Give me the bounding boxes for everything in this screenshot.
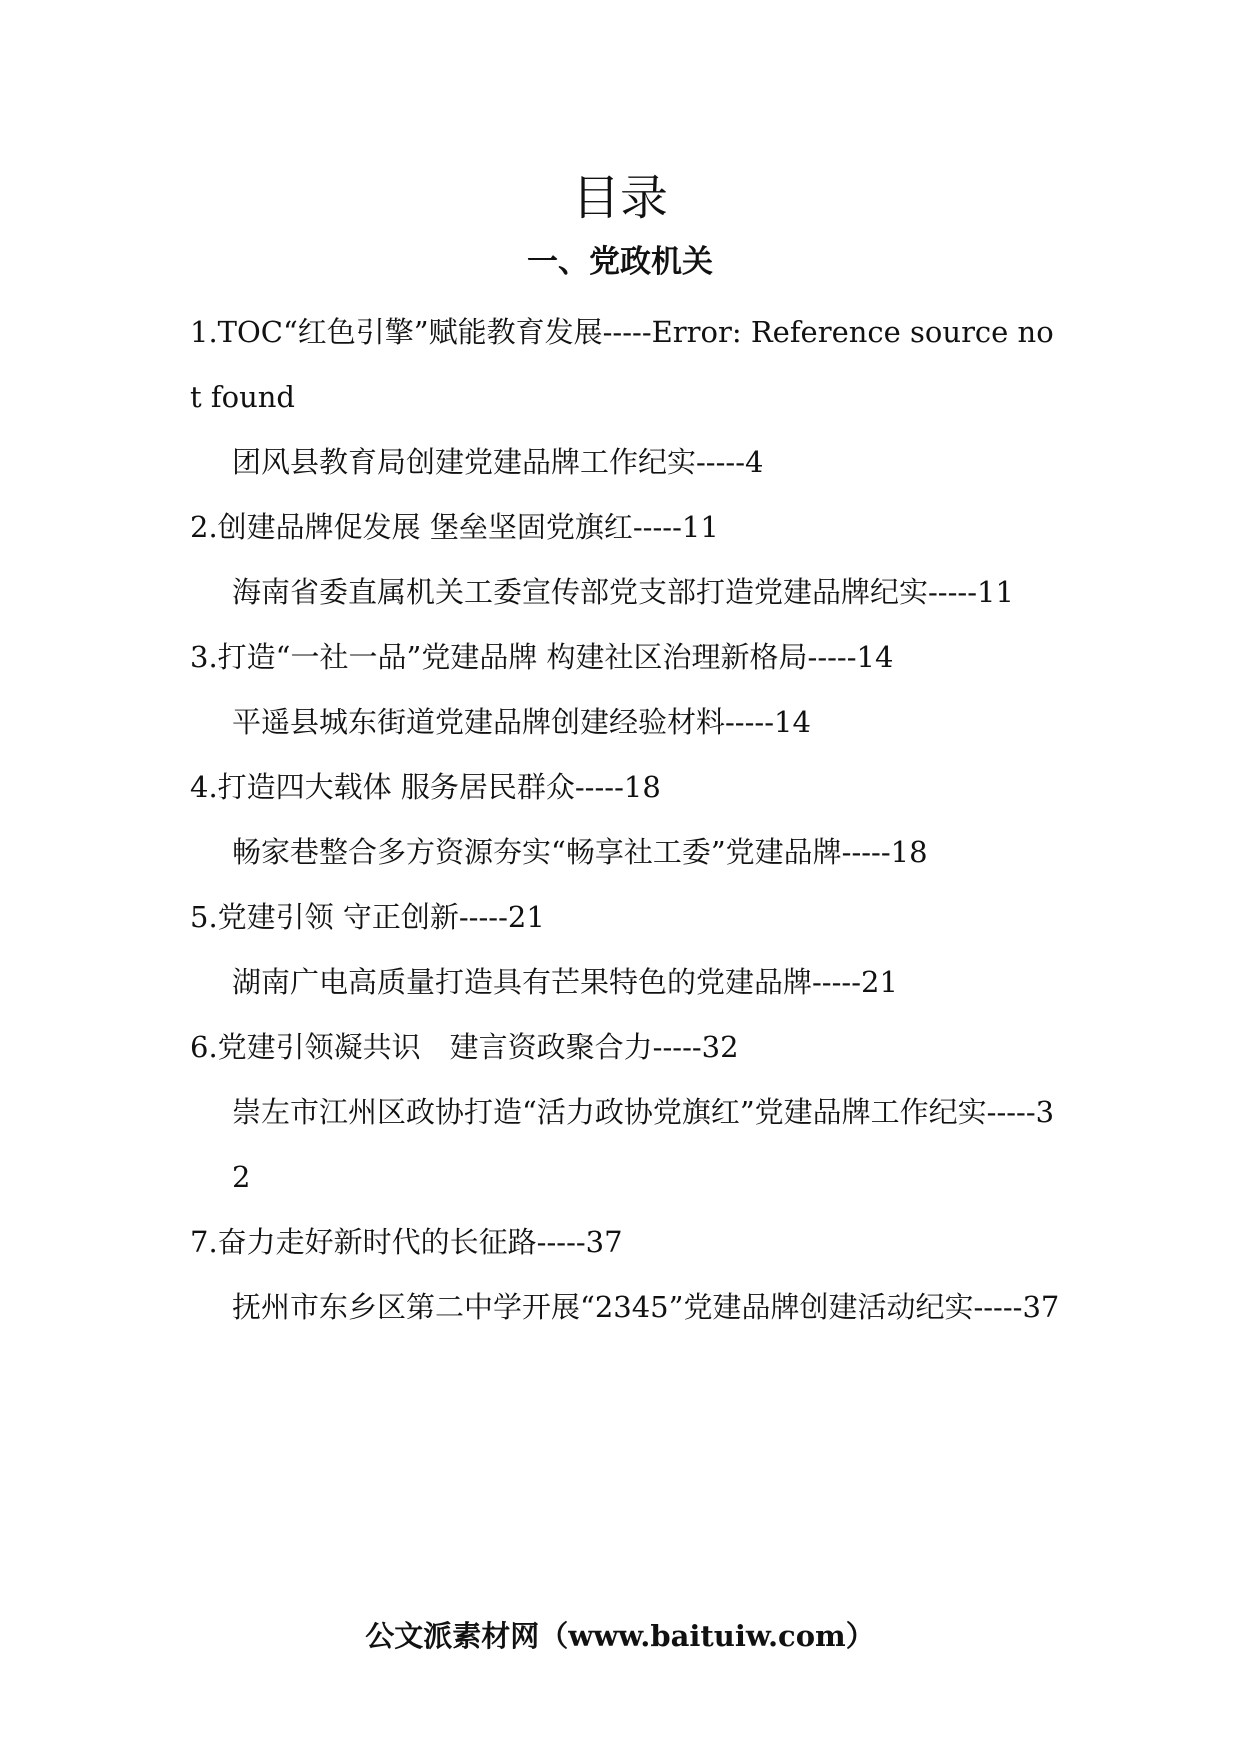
toc-subentry-6[interactable]: 崇左市江州区政协打造“活力政协党旗红”党建品牌工作纪实-----32 xyxy=(232,1095,1055,1194)
toc-entry-5[interactable]: 5.党建引领 守正创新-----21 xyxy=(190,900,545,934)
toc-entry-2[interactable]: 2.创建品牌促发展 堡垒坚固党旗红-----11 xyxy=(190,510,719,544)
toc-subentry-5[interactable]: 湖南广电高质量打造具有芒果特色的党建品牌-----21 xyxy=(232,965,898,999)
toc-entry-3[interactable]: 3.打造“一社一品”党建品牌 构建社区治理新格局-----14 xyxy=(190,640,894,674)
section-heading: 一、党政机关 xyxy=(527,244,713,280)
toc-entry-6[interactable]: 6.党建引领凝共识 建言资政聚合力-----32 xyxy=(190,1030,739,1064)
toc-subentry-2[interactable]: 海南省委直属机关工委宣传部党支部打造党建品牌纪实-----11 xyxy=(232,575,1014,609)
toc-subentry-3[interactable]: 平遥县城东街道党建品牌创建经验材料-----14 xyxy=(232,705,811,739)
table-of-contents xyxy=(190,300,1060,1340)
toc-entry-4[interactable]: 4.打造四大载体 服务居民群众-----18 xyxy=(190,770,661,804)
toc-subentry-1[interactable]: 团风县教育局创建党建品牌工作纪实-----4 xyxy=(232,445,764,479)
page-title: 目录 xyxy=(571,170,668,226)
toc-subentry-4[interactable]: 畅家巷整合多方资源夯实“畅享社工委”党建品牌-----18 xyxy=(232,835,928,869)
toc-entry-1[interactable]: 1.TOC“红色引擎”赋能教育发展-----Error: Reference source not found xyxy=(190,315,1054,414)
toc-subentry-7[interactable]: 抚州市东乡区第二中学开展“2345”党建品牌创建活动纪实-----37 xyxy=(232,1290,1060,1324)
footer-site-name: 公文派素材网（www.baituiw.com） xyxy=(365,1619,875,1653)
toc-entry-7[interactable]: 7.奋力走好新时代的长征路-----37 xyxy=(190,1225,623,1259)
